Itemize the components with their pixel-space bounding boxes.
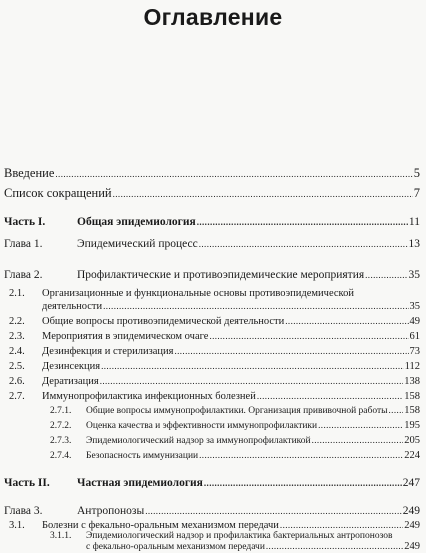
- toc-entry-title-continuation: деятельности: [42, 301, 103, 312]
- toc-entry-title-continuation: с фекально-оральным механизмом передачи: [86, 542, 265, 552]
- toc-entry-number: Часть II.: [4, 477, 50, 489]
- toc-entry-title: Эпидемический процесс: [77, 238, 198, 250]
- toc-entry-title: Частная эпидемиология: [77, 477, 203, 489]
- toc-entry-title: Список сокращений: [4, 186, 112, 200]
- toc-entry-chapter-3[interactable]: [4, 505, 420, 518]
- toc-entry-page: 249: [404, 541, 420, 552]
- toc-entry-page: 13: [408, 238, 420, 250]
- dot-leader: [204, 478, 402, 488]
- toc-entry-number: 2.7.1.: [50, 406, 72, 416]
- toc-entry-section-2-4[interactable]: [0, 346, 420, 358]
- toc-entry-title: Дезинфекция и стерилизация: [42, 346, 174, 357]
- toc-entry-number: 2.3.: [9, 331, 25, 342]
- toc-entry-number: Глава 1.: [4, 238, 43, 250]
- dot-leader: [389, 405, 404, 415]
- toc-entry-title: Эпидемиологический надзор за иммунопрофилактикой: [86, 436, 311, 446]
- toc-entry-title: Введение: [4, 166, 55, 180]
- toc-entry-subsection-3-1-1-continuation[interactable]: [86, 541, 420, 553]
- toc-entry-chapter-1[interactable]: [4, 238, 420, 251]
- toc-entry-part-2[interactable]: [4, 477, 420, 490]
- toc-entry-title: Общая эпидемиология: [77, 216, 196, 228]
- toc-entry-page: 205: [404, 435, 420, 446]
- dot-leader: [199, 239, 408, 249]
- toc-entry-title: Антропонозы: [77, 505, 145, 517]
- toc-entry-number: 2.6.: [9, 376, 25, 387]
- dot-leader: [145, 506, 402, 516]
- toc-entry-section-2-6[interactable]: [0, 376, 420, 388]
- dot-leader: [257, 391, 403, 401]
- page-title: Оглавление: [143, 4, 283, 30]
- toc-entry-page: 35: [408, 269, 420, 281]
- toc-entry-number: Глава 2.: [4, 269, 43, 281]
- toc-entry-title: Иммунопрофилактика инфекционных болезней: [42, 391, 256, 402]
- toc-entry-number: 2.2.: [9, 316, 25, 327]
- toc-entry-subsection-2-7-1[interactable]: [0, 405, 420, 417]
- toc-entry-section-2-1[interactable]: [0, 288, 420, 300]
- toc-entry-section-2-1-continuation[interactable]: [42, 301, 420, 313]
- toc-entry-title: Болезни с фекально-оральным механизмом передачи: [42, 520, 279, 531]
- toc-entry-abbreviations[interactable]: [4, 186, 420, 200]
- toc-entry-title: Организационные и функциональные основы противоэпидемической: [42, 288, 354, 299]
- toc-entry-title: Эпидемиологический надзор и профилактика бактериальных антропонозов: [86, 531, 393, 541]
- toc-entry-subsection-2-7-3[interactable]: [0, 435, 420, 447]
- toc-entry-chapter-2[interactable]: [4, 269, 420, 282]
- toc-entry-page: 61: [409, 331, 420, 342]
- toc-entry-page: 11: [408, 216, 420, 228]
- toc-entry-page: 158: [404, 405, 420, 416]
- toc-entry-subsection-2-7-4[interactable]: [0, 450, 420, 462]
- toc-entry-page: 49: [409, 316, 420, 327]
- toc-entry-title: Мероприятия в эпидемическом очаге: [42, 331, 209, 342]
- toc-entry-number: 2.7.4.: [50, 451, 72, 461]
- toc-entry-page: 247: [402, 477, 420, 489]
- dot-leader: [312, 435, 404, 445]
- dot-leader: [100, 376, 404, 386]
- dot-leader: [103, 301, 408, 311]
- toc-entry-number: 2.4.: [9, 346, 25, 357]
- toc-entry-section-2-7[interactable]: [0, 391, 420, 403]
- toc-entry-page: 5: [413, 166, 420, 180]
- toc-entry-page: 224: [404, 450, 420, 461]
- toc-entry-title: Оценка качества и эффективности иммунопрофилактики: [86, 421, 318, 431]
- toc-entry-number: 2.1.: [9, 288, 25, 299]
- toc-entry-title: Профилактические и противоэпидемические мероприятия: [77, 269, 365, 281]
- toc-entry-page: 249: [404, 520, 420, 531]
- toc-entry-number: 2.7.3.: [50, 436, 72, 446]
- toc-entry-number: 2.7.: [9, 391, 25, 402]
- dot-leader: [209, 331, 408, 341]
- toc-entry-subsection-2-7-2[interactable]: [0, 420, 420, 432]
- dot-leader: [197, 217, 408, 227]
- toc-entry-section-2-2[interactable]: [0, 316, 420, 328]
- toc-entry-page: 112: [404, 361, 420, 372]
- toc-entry-title: Общие вопросы противоэпидемической деятельности: [42, 316, 285, 327]
- toc-entry-number: 3.1.: [9, 520, 25, 531]
- toc-entry-page: 195: [404, 420, 420, 431]
- toc-entry-number: 2.5.: [9, 361, 25, 372]
- toc-entry-section-2-5[interactable]: [0, 361, 420, 373]
- toc-entry-page: 7: [413, 186, 420, 200]
- dot-leader: [174, 346, 408, 356]
- toc-entry-number: Глава 3.: [4, 505, 43, 517]
- toc-entry-title: Безопасность иммунизации: [86, 451, 199, 461]
- dot-leader: [285, 316, 408, 326]
- toc-entry-part-1[interactable]: [4, 216, 420, 229]
- toc-entry-page: 249: [402, 505, 420, 517]
- dot-leader: [365, 270, 407, 280]
- dot-leader: [318, 420, 403, 430]
- toc-entry-number: Часть I.: [4, 216, 46, 228]
- toc-entry-section-2-3[interactable]: [0, 331, 420, 343]
- dot-leader: [113, 189, 413, 199]
- toc-entry-page: 138: [404, 376, 420, 387]
- dot-leader: [101, 361, 404, 371]
- toc-entry-page: 35: [409, 301, 420, 312]
- dot-leader: [280, 520, 403, 530]
- toc-entry-page: 158: [404, 391, 420, 402]
- toc-entry-introduction[interactable]: [4, 166, 420, 180]
- toc-entry-title: Дезинсекция: [42, 361, 101, 372]
- toc-entry-number: 3.1.1.: [50, 531, 72, 541]
- toc-entry-page: 73: [409, 346, 420, 357]
- toc-entry-number: 2.7.2.: [50, 421, 72, 431]
- toc-entry-title: Дератизация: [42, 376, 99, 387]
- dot-leader: [55, 169, 412, 179]
- toc-entry-title: Общие вопросы иммунопрофилактики. Организация прививочной работы: [86, 406, 388, 416]
- dot-leader: [199, 450, 403, 460]
